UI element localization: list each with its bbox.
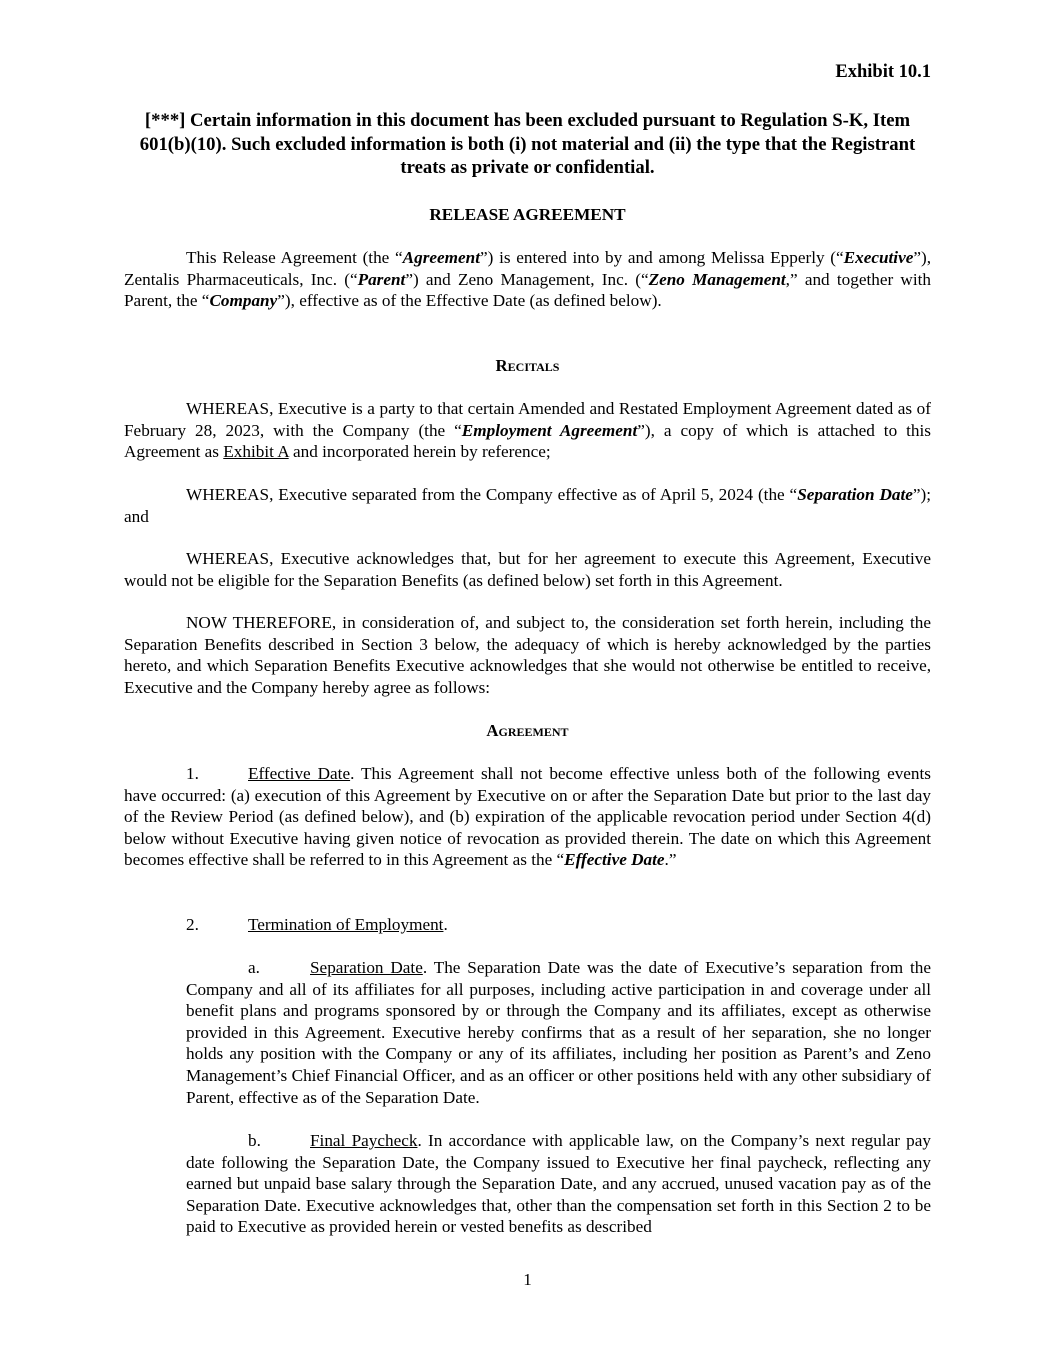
recitals-heading: Recitals	[495, 356, 560, 375]
section-2-heading-line: 2. Termination of Employment.	[186, 915, 448, 934]
section-number: 2.	[186, 915, 199, 934]
agreement-heading: Agreement	[486, 721, 569, 740]
defined-term: Parent	[357, 269, 406, 289]
recital-paragraph: WHEREAS, Executive is a party to that certain Amended and Restated Employment Agreement dated as of February 28, 2023, with the Company (the “Employment Agreement”), a copy of which is attached to this Agreement as Exhibit A and incorporated herein by reference;	[124, 399, 931, 462]
defined-term: Zeno Management	[648, 269, 786, 289]
now-therefore-paragraph: NOW THEREFORE, in consideration of, and subject to, the consideration set forth herein, including the Separation Benefits described in Section 3 below, the adequacy of which is hereby acknowledged by the parties hereto, and which Separation Benefits Executive acknowledges that she would not otherwise be entitled to receive, Executive and the Company hereby agree as follows:	[124, 613, 931, 697]
redaction-notice: [***] Certain information in this document has been excluded pursuant to Regulation S-K, Item 601(b)(10). Such excluded information is both (i) not material and (ii) the type that the Registrant treats as private or confidential.	[139, 110, 916, 179]
subsection-heading: Final Paycheck	[310, 1131, 418, 1150]
document-title: RELEASE AGREEMENT	[429, 205, 626, 224]
section-2b-paragraph: b. Final Paycheck. In accordance with applicable law, on the Company’s next regular pay date following the Separation Date, the Company issued to Executive her final paycheck, reflecting any earned but unpaid base salary through the Separation Date, and any accrued, unused vacation pay as of the Separation Date. Executive acknowledges that, other than the compensation set forth in this Section 2 to be paid to Executive as provided herein or vested benefits as described	[186, 1131, 931, 1237]
exhibit-label: Exhibit 10.1	[835, 62, 931, 82]
defined-term: Agreement	[402, 248, 480, 267]
section-number: 1.	[186, 764, 199, 783]
subsection-heading: Separation Date	[310, 958, 423, 977]
exhibit-a-reference: Exhibit A	[223, 442, 289, 462]
section-heading: Effective Date	[248, 764, 351, 783]
page-number: 1	[523, 1270, 532, 1289]
defined-term: Company	[209, 291, 278, 311]
defined-term: Separation Date	[797, 485, 913, 504]
subsection-letter: b.	[248, 1131, 261, 1150]
recital-paragraph: WHEREAS, Executive separated from the Company effective as of April 5, 2024 (the “Separation Date”); and	[124, 485, 931, 526]
subsection-letter: a.	[248, 958, 260, 977]
recital-paragraph: WHEREAS, Executive acknowledges that, but for her agreement to execute this Agreement, Executive would not be eligible for the Separation Benefits (as defined below) set forth in this Agreement.	[124, 549, 931, 590]
defined-term: Effective Date	[564, 850, 665, 870]
intro-paragraph: This Release Agreement (the “Agreement”) is entered into by and among Melissa Epperly (“Executive”), Zentalis Pharmaceuticals, Inc. (“Parent”) and Zeno Management, Inc. (“Zeno Management,” and together with Parent, the “Company”), effective as of the Effective Date (as defined below).	[124, 248, 931, 311]
defined-term: Executive	[843, 248, 914, 267]
section-1-paragraph: 1. Effective Date. This Agreement shall not become effective unless both of the following events have occurred: (a) execution of this Agreement by Executive on or after the Separation Date but prior to the last day of the Review Period (as defined below), and (b) expiration of the applicable revocation period under Section 4(d) below without Executive having given notice of revocation as provided therein. The date on which this Agreement becomes effective shall be referred to in this Agreement as the “Effective Date.”	[124, 764, 931, 870]
defined-term: Employment Agreement	[461, 420, 638, 440]
section-2a-paragraph: a. Separation Date. The Separation Date was the date of Executive’s separation from the Company and all of its affiliates for all purposes, including active participation in and coverage under all benefit plans and programs sponsored by or through the Company and its affiliates, except as otherwise provided in this Agreement. Executive hereby confirms that as a result of her separation, she no longer holds any position with the Company or any of its affiliates, including her position as Parent’s and Zeno Management’s Chief Financial Officer, and as an officer or other positions held with any other subsidiary of Parent, effective as of the Separation Date.	[186, 958, 931, 1107]
section-heading: Termination of Employment	[248, 915, 444, 934]
